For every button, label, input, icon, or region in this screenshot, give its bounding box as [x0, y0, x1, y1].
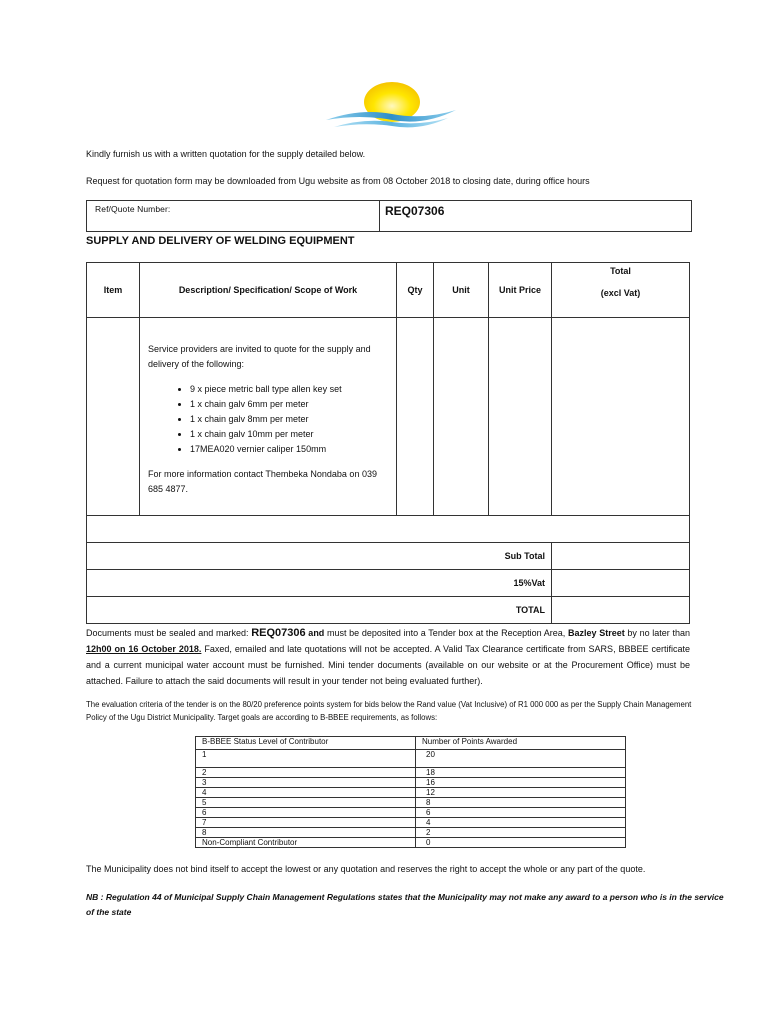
item-cell	[87, 318, 140, 516]
municipality-logo	[320, 80, 460, 132]
table-header-row	[87, 263, 690, 318]
list-item: • 1 x chain galv 8mm per meter	[190, 412, 388, 427]
status-level: 4	[196, 788, 416, 798]
qty-cell	[397, 318, 434, 516]
status-level: 5	[196, 798, 416, 808]
bbbee-status-table	[195, 736, 626, 848]
intro-line-2: Request for quotation form may be downloaded from Ugu website as from 08 October 2018 to closing date, during office hours	[86, 176, 590, 186]
header-unit: Unit	[434, 263, 489, 318]
status-level: 1	[196, 750, 416, 768]
ref-box-divider	[379, 201, 380, 231]
table-row	[196, 838, 626, 848]
header-total-top: Total	[610, 266, 631, 276]
header-description: Description/ Specification/ Scope of Work	[140, 263, 397, 318]
table-row	[87, 516, 690, 543]
items-list	[148, 382, 388, 457]
contact-info: For more information contact Thembeka Nondaba on 039 685 4877.	[148, 469, 377, 494]
status-level: 7	[196, 818, 416, 828]
ref-quote-number: REQ07306	[385, 204, 445, 218]
instructions-ref: REQ07306	[251, 627, 306, 639]
status-points: 0	[416, 838, 626, 848]
instructions-deadline: 12h00 on 16 October 2018.	[86, 644, 202, 654]
table-row	[196, 768, 626, 778]
instructions-text-a: Documents must be sealed and marked:	[86, 628, 252, 638]
evaluation-criteria: The evaluation criteria of the tender is on the 80/20 preference points system for bids below the Rand value (Vat Inclusive) of R1 000 000 as per the Supply Chain Management Policy of the Ugu District Municipality. Target goals are according to B-BBEE requirements, as follows:	[86, 700, 692, 722]
table-row	[196, 750, 626, 768]
quote-table	[86, 262, 690, 624]
subtotal-label: Sub Total	[87, 543, 552, 570]
status-points: 2	[416, 828, 626, 838]
subtotal-value	[552, 543, 690, 570]
subtotal-row	[87, 543, 690, 570]
total-cell	[552, 318, 690, 516]
instructions-text-d: by no later than	[624, 628, 690, 638]
list-item: • 1 x chain galv 6mm per meter	[190, 397, 388, 412]
ref-quote-box	[86, 200, 692, 232]
header-qty: Qty	[397, 263, 434, 318]
instructions-street: Bazley Street	[568, 628, 625, 638]
instructions-and: and	[305, 628, 325, 638]
vat-value	[552, 570, 690, 597]
status-points: 6	[416, 808, 626, 818]
header-total	[552, 263, 690, 318]
nb-regulation: NB : Regulation 44 of Municipal Supply Chain Management Regulations states that the Municipality may not make any award to a person who is in the service of the state	[86, 892, 724, 917]
instructions-paragraph	[86, 625, 690, 689]
disclaimer: The Municipality does not bind itself to accept the lowest or any quotation and reserves the right to accept the whole or any part of the quote.	[86, 864, 646, 874]
status-level: 8	[196, 828, 416, 838]
table-row	[87, 318, 690, 516]
status-points: 20	[416, 750, 626, 768]
status-points: 12	[416, 788, 626, 798]
total-value	[552, 597, 690, 624]
instructions-text-c: must be deposited into a Tender box at the Reception Area,	[324, 628, 568, 638]
unit-price-cell	[489, 318, 552, 516]
description-cell	[140, 318, 397, 516]
status-level: 3	[196, 778, 416, 788]
spacer-cell	[87, 516, 690, 543]
status-col2-header: Number of Points Awarded	[416, 737, 626, 750]
status-points: 18	[416, 768, 626, 778]
status-level: 6	[196, 808, 416, 818]
header-unit-price: Unit Price	[489, 263, 552, 318]
table-row	[196, 798, 626, 808]
status-points: 8	[416, 798, 626, 808]
intro-line-1: Kindly furnish us with a written quotation for the supply detailed below.	[86, 149, 366, 159]
total-row	[87, 597, 690, 624]
table-row	[196, 818, 626, 828]
page-title: SUPPLY AND DELIVERY OF WELDING EQUIPMENT	[86, 235, 355, 247]
status-level: 2	[196, 768, 416, 778]
instructions-text-e: Faxed, emailed and late quotations will not be accepted. A Valid Tax Clearance certificate from SARS, BBBEE certificate and a current municipal water account must be furnished. Mini tender documents (available on our website or at the Procurement Office) must be attached. Failure to attach the said documents will result in your tender not being evaluated further).	[86, 644, 691, 686]
table-row	[196, 828, 626, 838]
ref-quote-label: Ref/Quote Number:	[95, 204, 171, 214]
table-row	[196, 788, 626, 798]
total-label: TOTAL	[87, 597, 552, 624]
status-level: Non-Compliant Contributor	[196, 838, 416, 848]
vat-row	[87, 570, 690, 597]
header-total-bottom: (excl Vat)	[600, 288, 641, 298]
table-row	[196, 778, 626, 788]
vat-label: 15%Vat	[87, 570, 552, 597]
unit-cell	[434, 318, 489, 516]
status-header-row	[196, 737, 626, 750]
status-points: 4	[416, 818, 626, 828]
list-item: • 17MEA020 vernier caliper 150mm	[190, 442, 388, 457]
status-points: 16	[416, 778, 626, 788]
table-row	[196, 808, 626, 818]
list-item: • 1 x chain galv 10mm per meter	[190, 427, 388, 442]
status-col1-header: B-BBEE Status Level of Contributor	[196, 737, 416, 750]
description-intro: Service providers are invited to quote for the supply and delivery of the following:	[148, 344, 371, 369]
list-item: • 9 x piece metric ball type allen key set	[190, 382, 388, 397]
header-item: Item	[87, 263, 140, 318]
